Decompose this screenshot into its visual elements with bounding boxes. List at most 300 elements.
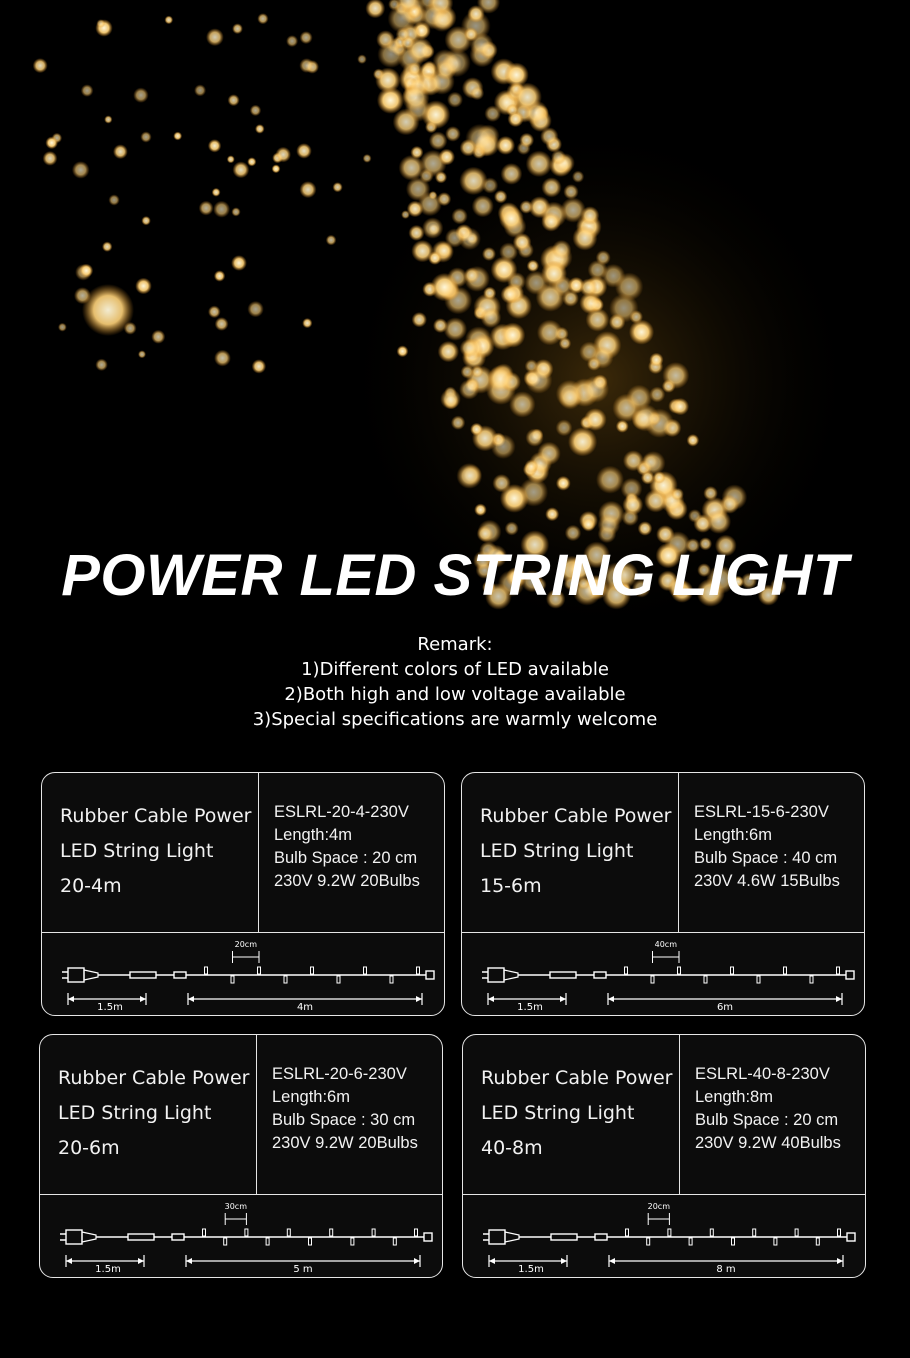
bokeh-light (484, 105, 501, 122)
led-bulb (284, 976, 287, 983)
bokeh-light (545, 507, 559, 521)
led-bulb (393, 1238, 396, 1245)
bokeh-light (622, 495, 643, 516)
end-connector-icon (424, 1233, 432, 1241)
bokeh-light (151, 330, 165, 344)
bokeh-light (206, 28, 224, 46)
bokeh-light (596, 466, 624, 494)
bokeh-light (507, 111, 523, 127)
rectifier-box (551, 1234, 577, 1240)
bokeh-light (109, 194, 120, 205)
lead-length-label: 1.5m (97, 1002, 123, 1013)
bokeh-light (72, 161, 90, 179)
bokeh-light (96, 19, 105, 28)
led-bulb (668, 1229, 671, 1236)
bokeh-light (102, 242, 112, 252)
bokeh-light (526, 151, 553, 178)
bokeh-light (407, 37, 433, 63)
led-bulb (753, 1229, 756, 1236)
bokeh-light (393, 109, 420, 136)
bokeh-light (247, 157, 256, 166)
bokeh-light (430, 9, 453, 32)
led-bulb (203, 1229, 206, 1236)
bokeh-light (272, 164, 281, 173)
bokeh-light (470, 423, 483, 436)
bokeh-light (214, 270, 225, 281)
bokeh-light (527, 260, 539, 272)
bokeh-light (140, 131, 151, 142)
card-info-section (463, 1035, 865, 1195)
bokeh-light (584, 408, 607, 431)
bokeh-light (629, 320, 654, 345)
spec-bulb-space: Bulb Space : 20 cm (695, 1111, 839, 1129)
product-spec (695, 1063, 865, 1155)
end-connector-icon (847, 1233, 855, 1241)
bokeh-light (104, 115, 112, 123)
bokeh-light (587, 357, 601, 371)
diagram-svg (463, 1195, 866, 1278)
bokeh-light (95, 359, 107, 371)
led-bulb (309, 1238, 312, 1245)
led-bulb (810, 976, 813, 983)
product-size: 15-6m (480, 875, 542, 897)
led-bulb (266, 1238, 269, 1245)
bokeh-light (460, 139, 477, 156)
bokeh-light (556, 476, 571, 491)
string-light-diagram (463, 1195, 866, 1278)
bokeh-light (474, 504, 487, 517)
bokeh-light (505, 522, 519, 536)
spec-length: Length:8m (695, 1088, 773, 1106)
spec-power: 230V 4.6W 15Bulbs (694, 872, 840, 890)
bokeh-light (429, 132, 448, 151)
bokeh-light (363, 154, 372, 163)
product-size: 40-8m (481, 1137, 543, 1159)
remark-line-2: 2)Both high and low voltage available (284, 684, 626, 705)
spec-length: Length:6m (272, 1088, 350, 1106)
product-card-40-8m (462, 1034, 866, 1278)
spec-bulb-space: Bulb Space : 40 cm (694, 849, 838, 867)
bokeh-light (302, 318, 312, 328)
bokeh-light (252, 359, 266, 373)
bokeh-light (464, 267, 480, 283)
led-bulb (205, 967, 208, 974)
bokeh-light (445, 228, 464, 247)
product-card-20-4m (41, 772, 445, 1016)
bokeh-light (437, 192, 451, 206)
bokeh-light (410, 146, 423, 159)
bokeh-light (559, 337, 571, 349)
spec-power: 230V 9.2W 20Bulbs (274, 872, 420, 890)
bokeh-light (141, 216, 150, 225)
bokeh-light (231, 255, 247, 271)
remark-heading: Remark: (417, 634, 493, 655)
bokeh-light (623, 450, 644, 471)
product-spec (274, 801, 444, 893)
bokeh-light (602, 264, 626, 288)
bokeh-light (609, 314, 626, 331)
remark-line-1: 1)Different colors of LED available (301, 659, 609, 680)
bokeh-light (541, 177, 561, 197)
bokeh-light (494, 190, 507, 203)
bokeh-light (438, 149, 455, 166)
bokeh-light (671, 488, 684, 501)
string-length-label: 5 m (293, 1264, 313, 1275)
plug-body (505, 1232, 519, 1242)
spec-power: 230V 9.2W 20Bulbs (272, 1134, 418, 1152)
connector-icon (595, 1234, 607, 1240)
bokeh-light (231, 207, 240, 216)
bokeh-light (212, 188, 221, 197)
bokeh-light (214, 350, 231, 367)
spec-model: ESLRL-20-6-230V (272, 1065, 407, 1083)
led-bulb (732, 1238, 735, 1245)
bokeh-light (525, 459, 539, 473)
product-size: 20-6m (58, 1137, 120, 1159)
led-bulb (689, 1238, 692, 1245)
bokeh-light (580, 278, 598, 296)
hero-bokeh-photo (0, 0, 910, 620)
bokeh-light (649, 353, 663, 367)
led-bulb (774, 1238, 777, 1245)
bokeh-light (247, 301, 263, 317)
string-light-diagram (42, 933, 445, 1016)
bokeh-light (133, 88, 148, 103)
spec-model: ESLRL-40-8-230V (695, 1065, 830, 1083)
bokeh-light (286, 35, 298, 47)
bokeh-light (257, 13, 268, 24)
bokeh-light (300, 181, 317, 198)
bokeh-light (444, 317, 468, 341)
product-spec (272, 1063, 442, 1155)
card-divider (678, 773, 679, 932)
spacing-label: 30cm (224, 1202, 247, 1211)
bokeh-light (208, 139, 221, 152)
bokeh-light (460, 339, 479, 358)
bokeh-light (422, 217, 443, 238)
bokeh-light (598, 513, 621, 536)
bokeh-light (33, 58, 48, 73)
bokeh-light (464, 27, 478, 41)
bokeh-light (525, 367, 552, 394)
bokeh-light (477, 525, 494, 542)
bokeh-light (433, 318, 448, 333)
bokeh-light (500, 323, 525, 348)
bokeh-light (499, 242, 518, 261)
led-bulb (838, 1229, 841, 1236)
string-light-diagram (462, 933, 865, 1016)
bokeh-light (491, 256, 518, 283)
product-name-line: Rubber Cable Power (481, 1067, 673, 1089)
bokeh-light (208, 306, 221, 319)
bokeh-light (82, 284, 134, 336)
plug-icon (489, 1230, 505, 1244)
led-bulb (337, 976, 340, 983)
led-bulb (330, 1229, 333, 1236)
bokeh-light (227, 155, 235, 163)
product-name-line: Rubber Cable Power (60, 805, 252, 827)
bokeh-light (565, 525, 581, 541)
remark-block (0, 632, 910, 732)
spec-power: 230V 9.2W 40Bulbs (695, 1134, 841, 1152)
bokeh-light (357, 54, 367, 64)
spec-length: Length:6m (694, 826, 772, 844)
bokeh-light (375, 68, 400, 93)
bokeh-light (333, 182, 343, 192)
led-bulb (258, 967, 261, 974)
bokeh-light (582, 376, 609, 403)
bokeh-light (482, 247, 496, 261)
led-bulb (390, 976, 393, 983)
bokeh-light (583, 295, 600, 312)
bokeh-light (572, 226, 597, 251)
bokeh-light (300, 31, 313, 44)
bokeh-light (581, 206, 600, 225)
product-size: 20-4m (60, 875, 122, 897)
bokeh-light (644, 489, 667, 512)
plug-body (82, 1232, 96, 1242)
spec-bulb-space: Bulb Space : 30 cm (272, 1111, 416, 1129)
led-bulb (231, 976, 234, 983)
bokeh-light (445, 126, 461, 142)
bokeh-light (407, 201, 424, 218)
bokeh-light (471, 366, 483, 378)
remark-line-3: 3)Special specifications are warmly welcome (252, 709, 658, 730)
led-bulb (647, 1238, 650, 1245)
product-card-15-6m (461, 772, 865, 1016)
bokeh-light (481, 307, 502, 328)
bokeh-light (326, 235, 337, 246)
bokeh-light (447, 92, 463, 108)
bokeh-light (472, 195, 494, 217)
led-bulb (816, 1238, 819, 1245)
bokeh-light (562, 290, 579, 307)
bokeh-light (397, 345, 409, 357)
diagram-svg (462, 933, 865, 1016)
bokeh-light (438, 341, 459, 362)
led-bulb (784, 967, 787, 974)
bokeh-light (552, 240, 571, 259)
bokeh-light (688, 509, 702, 523)
lead-length-label: 1.5m (517, 1002, 543, 1013)
bokeh-light (233, 161, 250, 178)
led-bulb (417, 967, 420, 974)
bokeh-light (213, 201, 230, 218)
bokeh-light (672, 398, 689, 415)
product-name-line: LED String Light (480, 840, 634, 862)
bokeh-light (165, 16, 174, 25)
bokeh-light (638, 521, 653, 536)
bokeh-light (581, 517, 595, 531)
bokeh-light (526, 429, 544, 447)
bokeh-light (496, 136, 515, 155)
product-name-line: LED String Light (60, 840, 214, 862)
spec-model: ESLRL-15-6-230V (694, 803, 829, 821)
bokeh-light (501, 285, 520, 304)
led-bulb (245, 1229, 248, 1236)
page-title: POWER LED STRING LIGHT (61, 543, 849, 608)
bokeh-light (563, 184, 578, 199)
bokeh-light (377, 41, 404, 68)
bokeh-light (113, 144, 128, 159)
card-info-section (462, 773, 864, 933)
led-bulb (731, 967, 734, 974)
bokeh-light (541, 261, 567, 287)
bokeh-light (470, 86, 484, 100)
plug-icon (68, 968, 84, 982)
spec-length: Length:4m (274, 826, 352, 844)
led-bulb (224, 1238, 227, 1245)
led-bulb (311, 967, 314, 974)
bokeh-light (451, 208, 467, 224)
led-bulb (795, 1229, 798, 1236)
bokeh-light (451, 416, 465, 430)
bokeh-light (45, 137, 58, 150)
product-card-20-6m (39, 1034, 443, 1278)
led-bulb (626, 1229, 629, 1236)
bokeh-light (536, 283, 565, 312)
bokeh-light (541, 212, 561, 232)
bokeh-light (513, 83, 542, 112)
bokeh-light (43, 151, 58, 166)
bokeh-light (537, 442, 561, 466)
bokeh-light (228, 94, 240, 106)
bokeh-light (215, 317, 229, 331)
bokeh-light (81, 84, 94, 97)
lead-length-label: 1.5m (95, 1264, 121, 1275)
bokeh-light (568, 427, 597, 456)
spacing-label: 20cm (234, 940, 257, 949)
bokeh-light (194, 84, 206, 96)
card-info-section (42, 773, 444, 933)
product-name-line: LED String Light (481, 1102, 635, 1124)
connector-icon (594, 972, 606, 978)
product-name (481, 1061, 676, 1166)
bokeh-light (501, 163, 523, 185)
bokeh-light (79, 264, 93, 278)
lead-length-label: 1.5m (518, 1264, 544, 1275)
bokeh-light (537, 320, 563, 346)
card-divider (258, 773, 259, 932)
led-bulb (837, 967, 840, 974)
diagram-svg (42, 933, 445, 1016)
connector-icon (172, 1234, 184, 1240)
string-light-diagram (40, 1195, 443, 1278)
bokeh-light (558, 386, 581, 409)
bokeh-light (519, 133, 534, 148)
bokeh-light (138, 350, 146, 358)
spec-model: ESLRL-20-4-230V (274, 803, 409, 821)
card-info-section (40, 1035, 442, 1195)
led-bulb (415, 1229, 418, 1236)
bokeh-light (551, 150, 566, 165)
bokeh-light (402, 84, 430, 112)
bokeh-light (411, 240, 433, 262)
plug-body (504, 970, 518, 980)
bokeh-light (255, 124, 265, 134)
led-bulb (364, 967, 367, 974)
string-length-label: 6m (716, 1002, 734, 1013)
bokeh-light (430, 273, 458, 301)
plug-body (84, 970, 98, 980)
bokeh-light (412, 312, 427, 327)
product-name (480, 799, 675, 904)
led-bulb (757, 976, 760, 983)
product-name (58, 1061, 253, 1166)
product-name-line: LED String Light (58, 1102, 212, 1124)
bokeh-light (296, 143, 312, 159)
bokeh-light (642, 453, 659, 470)
bokeh-light (500, 484, 529, 513)
bokeh-light (459, 379, 479, 399)
string-length-label: 8 m (716, 1264, 736, 1275)
bokeh-light (173, 132, 182, 141)
bokeh-light (491, 434, 516, 459)
bokeh-light (250, 105, 261, 116)
bokeh-light (199, 201, 214, 216)
led-bulb (710, 1229, 713, 1236)
led-bulb (704, 976, 707, 983)
led-bulb (372, 1229, 375, 1236)
bokeh-light (467, 5, 485, 23)
bokeh-light (457, 463, 483, 489)
bokeh-light (275, 147, 291, 163)
bokeh-light (703, 486, 718, 501)
bokeh-light (408, 62, 422, 76)
spacing-label: 40cm (654, 940, 677, 949)
led-bulb (651, 976, 654, 983)
bokeh-light (442, 48, 471, 77)
end-connector-icon (426, 971, 434, 979)
bokeh-light (662, 362, 689, 389)
card-divider (256, 1035, 257, 1194)
bokeh-light (499, 206, 524, 231)
end-connector-icon (846, 971, 854, 979)
plug-icon (488, 968, 504, 982)
spec-bulb-space: Bulb Space : 20 cm (274, 849, 418, 867)
bokeh-light (406, 177, 430, 201)
bokeh-light (58, 323, 67, 332)
plug-icon (66, 1230, 82, 1244)
bokeh-light (556, 419, 573, 436)
led-bulb (678, 967, 681, 974)
rectifier-box (128, 1234, 154, 1240)
bokeh-light (596, 250, 611, 265)
bokeh-light (135, 278, 152, 295)
bokeh-light (483, 287, 496, 300)
product-name-line: Rubber Cable Power (58, 1067, 250, 1089)
product-name-line: Rubber Cable Power (480, 805, 672, 827)
bokeh-lights-illustration (0, 0, 910, 620)
led-bulb (625, 967, 628, 974)
bokeh-light (440, 389, 461, 410)
bokeh-light (299, 58, 314, 73)
string-length-label: 4m (296, 1002, 314, 1013)
bokeh-light (706, 509, 731, 534)
bokeh-light (687, 434, 700, 447)
spacing-label: 20cm (647, 1202, 670, 1211)
led-bulb (287, 1229, 290, 1236)
bokeh-light (653, 471, 666, 484)
diagram-svg (40, 1195, 443, 1278)
rectifier-box (550, 972, 576, 978)
product-name (60, 799, 255, 904)
bokeh-light (572, 171, 584, 183)
card-divider (679, 1035, 680, 1194)
bokeh-light (487, 366, 513, 392)
product-spec (694, 801, 864, 893)
bokeh-light (626, 385, 652, 411)
